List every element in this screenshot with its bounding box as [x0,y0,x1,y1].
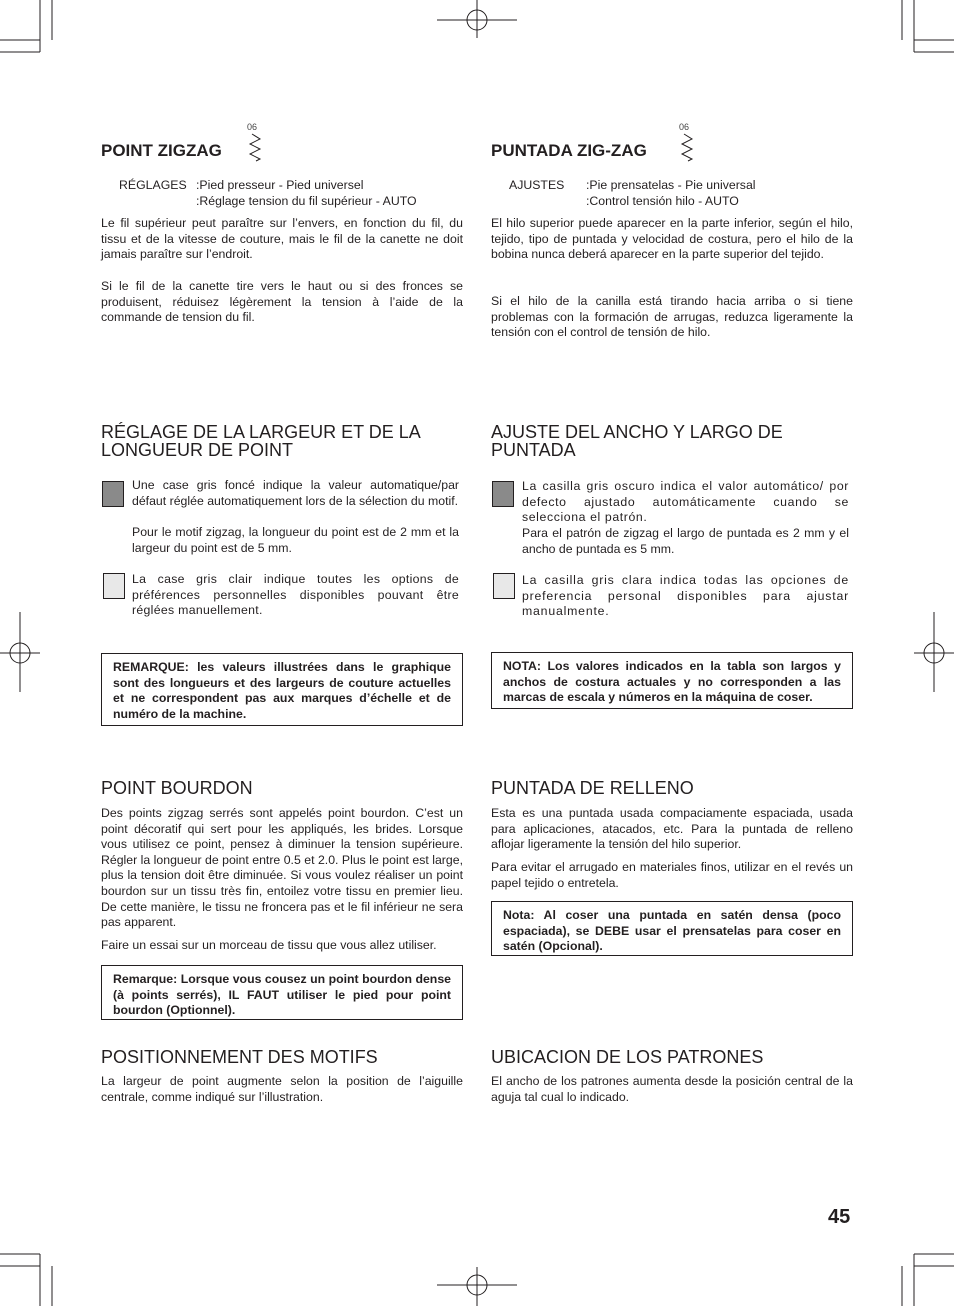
fr-zigzag-title: POINT ZIGZAG [101,141,222,160]
es-dark-box-text-2: Para el patrón de zigzag el largo de puntada es 2 mm y el ancho de puntada es 5 mm. [522,526,849,556]
es-satin-paragraph-2: Para evitar el arrugado en materiales finos, utilizar en el revés un papel tejido o entretela. [491,860,853,890]
es-light-box-text: La casilla gris clara indica todas las opciones de preferencia personal disponibles para ajustar manualmente. [522,573,849,619]
stitch-code-es: 06 [679,122,690,132]
fr-settings-label: RÉGLAGES [119,178,187,192]
es-settings-label: AJUSTES [509,178,565,192]
zigzag-stitch-icon [247,122,263,167]
fr-dark-box-text-1: Une case gris foncé indique la valeur automatique/par défaut réglée automatiquement lors de la sélection du motif. [132,478,459,508]
fr-satin-title: POINT BOURDON [101,778,253,798]
fr-position-title: POSITIONNEMENT DES MOTIFS [101,1047,378,1067]
dark-gray-box-icon [102,481,124,507]
dark-gray-box-icon-es [492,481,514,507]
fr-settings-line-2: :Réglage tension du fil supérieur - AUTO [196,194,417,208]
stitch-code: 06 [247,122,258,132]
fr-satin-note: Remarque: Lorsque vous cousez un point bourdon dense (à points serrés), IL FAUT utiliser le pied pour point bourdon (Optionnel). [101,965,463,1020]
zigzag-stitch-icon-es [679,122,695,167]
light-gray-box-icon-es [493,573,515,599]
light-gray-box-icon [103,573,125,599]
fr-width-length-note: REMARQUE: les valeurs illustrées dans le graphique sont des longueurs et des largeurs de couture actuelles et ne correspondent pas aux marques d’échelle et de numéro de la machine. [101,653,463,726]
es-zigzag-paragraph-1: El hilo superior puede aparecer en la parte inferior, según el hilo, tejido, tipo de puntada y velocidad de costura, pero el hilo de la bobina nunca deberá aparecer en la parte superior del tejido. [491,216,853,262]
es-width-length-title: AJUSTE DEL ANCHO Y LARGO DE PUNTADA [491,422,783,460]
es-dark-box-text-1: La casilla gris oscuro indica el valor automático/ por defecto ajustado automáticamente cuando se selecciona el patrón. [522,479,849,525]
fr-dark-box-text-2: Pour le motif zigzag, la longueur du point est de 2 mm et la largeur du point est de 5 mm. [132,525,459,555]
fr-settings-line-1: :Pied presseur - Pied universel [196,178,364,192]
fr-position-paragraph: La largeur de point augmente selon la position de l’aiguille centrale, comme indiqué sur l’illustration. [101,1074,463,1104]
es-satin-paragraph-1: Esta es una puntada usada compaciamente espaciada, usada para aplicaciones, atacados, etc. Para la puntada de relleno aflojar ligeramente la tensión del hilo superior. [491,806,853,852]
fr-width-length-title: RÉGLAGE DE LA LARGEUR ET DE LA LONGUEUR DE POINT [101,422,420,460]
es-settings-line-1: :Pie prensatelas - Pie universal [586,178,756,192]
es-settings-line-2: :Control tensión hilo - AUTO [586,194,739,208]
fr-zigzag-paragraph-2: Si le fil de la canette tire vers le haut ou si des fronces se produisent, réduisez légèrement la tension à l’aide de la commande de tension du fil. [101,279,463,325]
es-satin-note: Nota: Al coser una puntada en satén densa (poco espaciada), se DEBE usar el prensatelas para coser en satén (Opcional). [491,901,853,956]
fr-satin-paragraph-2: Faire un essai sur un morceau de tissu que vous allez utiliser. [101,938,437,952]
es-zigzag-paragraph-2: Si el hilo de la canilla está tirando hacia arriba o si tiene problemas con la formación de arrugas, reduzca ligeramente la tensión con el control de tensión de hilo. [491,294,853,340]
page-number: 45 [828,1206,851,1228]
es-width-length-note: NOTA: Los valores indicados en la tabla son largos y anchos de costura actuales y no corresponden a las marcas de escala y números en la máquina de coser. [491,652,853,709]
fr-light-box-text: La case gris clair indique toutes les options de préférences personnelles disponibles pouvant être réglées manuellement. [132,572,459,618]
fr-zigzag-paragraph-1: Le fil supérieur peut paraître sur l’envers, en fonction du fil, du tissu et de la vitesse de couture, mais le fil de la canette ne doit jamais paraître sur l’endroit. [101,216,463,262]
fr-satin-paragraph-1: Des points zigzag serrés sont appelés point bourdon. C’est un point décoratif qui sert pour les appliqués, les brides. Lorsque vous utilisez ce point, pensez à diminuer la tension supérieure. Régler la longueur de point entre 0.5 et 2.0. Plus le point est large, plus la tension doit être diminuée. Si vous voulez réaliser un point bourdon sur un tissu très fin, entoilez votre tissu en premier lieu. De cette manière, le tissu ne froncera pas et le fil inférieur ne sera pas apparent. [101,806,463,930]
es-position-paragraph: El ancho de los patrones aumenta desde la posición central de la aguja tal cual lo indicado. [491,1074,853,1104]
es-zigzag-title: PUNTADA ZIG-ZAG [491,141,647,160]
es-satin-title: PUNTADA DE RELLENO [491,778,694,798]
es-position-title: UBICACION DE LOS PATRONES [491,1047,764,1067]
